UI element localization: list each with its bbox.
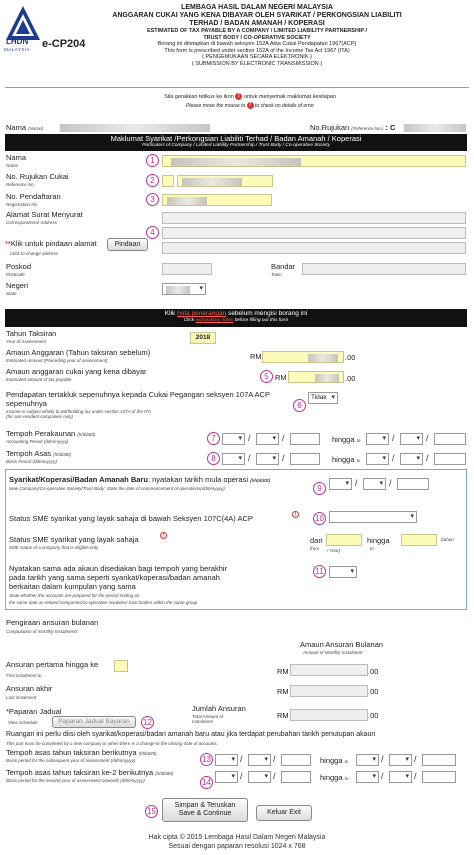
town-label-en: Town — [271, 272, 282, 277]
notice-text-1b: untuk menyemak maklumat kesilapan — [243, 93, 336, 100]
marker-2: 2 — [146, 174, 159, 187]
prev-amount-input[interactable] — [262, 351, 344, 363]
new-company-en: New Company/Co-operative Society/Trust Body: State the date of commencement of operations(ddmmyyyy) — [9, 486, 225, 491]
basis-period-label: Tempoh Asas — [6, 449, 52, 458]
notes-text-pre: Klik — [164, 310, 176, 317]
group-basis-select[interactable] — [329, 566, 357, 578]
save-continue-button[interactable] — [162, 798, 248, 822]
ya-label-en: Year of Assessment — [6, 339, 46, 344]
top-name-en: (Name) — [28, 126, 44, 131]
acct-start-day[interactable] — [222, 433, 245, 445]
total-dec: .00 — [368, 711, 379, 720]
next-start-month[interactable] — [248, 754, 271, 766]
last-instalment-amount[interactable] — [290, 685, 368, 697]
registration-label: No. Pendaftaran — [6, 192, 61, 201]
footer-resolution: Sesuai dengan paparan resolusi 1024 x 768 — [168, 843, 306, 850]
tax-ref-label-en: Reference No — [6, 182, 34, 187]
footer-copyright: Hak cipta © 2015 Lembaga Hasil Dalam Negeri Malaysia — [148, 834, 326, 841]
address-line-2[interactable] — [162, 227, 466, 239]
ya-input[interactable]: 2018 — [190, 332, 216, 344]
postcode-label-en: Postcode — [6, 272, 25, 277]
group-basis-en-2: the same date as related companies/co-operative societies/ trust bodies within the same group — [9, 600, 198, 605]
withholding-label-en-1: Income is subject wholly to withholding tax under section 107A of the ITA — [6, 409, 151, 414]
marker-5: 5 — [260, 370, 273, 383]
marker-9: 9 — [313, 482, 326, 495]
next-start-day[interactable] — [215, 754, 238, 766]
registration-input[interactable] — [162, 194, 272, 206]
group-basis-label-1: Nyatakan sama ada akaun disediakan bagi tempoh yang berakhir — [9, 564, 228, 573]
header-line-2: ANGGARAN CUKAI YANG KENA DIBAYAR OLEH SYARIKAT / PERKONGSIAN LIABILITI — [112, 12, 402, 19]
basis-end-month[interactable] — [400, 453, 423, 465]
marker-14: 14 — [200, 776, 213, 789]
ya-label: Tahun Taksiran — [6, 329, 57, 338]
marker-12: 12 — [141, 716, 154, 729]
acct-end-day[interactable] — [366, 433, 389, 445]
instalment-col-label: Amaun Ansuran Bulanan — [300, 640, 383, 649]
address-line-3[interactable] — [162, 242, 466, 254]
exit-button[interactable]: Keluar Exit — [256, 805, 312, 821]
change-note: Ruangan ini perlu diisi oleh syarikat/koperasi/badan amanah baru atau jika terdapat perubahan tarikh penutupan akaun — [6, 731, 376, 738]
withholding-label-en-2: (for non-resident companies only) — [6, 414, 74, 419]
first-rm: RM — [277, 667, 289, 676]
acct-period-en: Accounting Period (ddmmyyyy) — [6, 439, 69, 444]
tax-payable-label: Amaun anggaran cukai yang kena dibayar — [6, 367, 147, 376]
registration-label-en: Registration No — [6, 202, 38, 207]
prev-amount-label: Amaun Anggaran (Tahun taksiran sebelum) — [6, 348, 151, 357]
marker-11: 11 — [313, 565, 326, 578]
state-label-en: State — [6, 291, 17, 296]
notes-en-pre: Click — [183, 318, 195, 323]
new-start-day[interactable] — [329, 478, 352, 490]
next-basis-hint: (hhbbtttt) — [138, 751, 157, 756]
top-ref-value: : C — [385, 123, 396, 132]
state-select[interactable] — [162, 283, 206, 295]
basis-period-hint: (hhbbtttt) — [53, 452, 72, 457]
next-start-year[interactable] — [281, 754, 311, 766]
prev-amount-label-en: Estimated Amount (Preceding year of assessment) — [6, 358, 108, 363]
name-label-en: Name — [6, 163, 19, 168]
header-line-4: ESTIMATED OF TAX PAYABLE BY A COMPANY / LIMITED LIABILITY PARTNERSHIP / — [146, 28, 368, 34]
sme-eligible-error-icon[interactable]: ! — [160, 532, 167, 539]
new-start-year[interactable] — [397, 478, 429, 490]
next-basis-en: Basis period for the subsequent year of assessment (ddmmyyyy) — [6, 758, 136, 763]
second-end-day[interactable] — [356, 771, 379, 783]
top-ref-en: (Reference No.) — [351, 126, 384, 131]
new-company-hint: (hhbbtttt) — [250, 478, 271, 483]
acct-start-month[interactable] — [256, 433, 279, 445]
sme-to-en: to — [370, 546, 374, 551]
top-ref-label: No.Rujukan — [310, 123, 350, 132]
second-to: to — [344, 776, 349, 781]
notes-en-post: before filling out this form — [234, 318, 289, 323]
second-start-day[interactable] — [215, 771, 238, 783]
last-rm: RM — [277, 687, 289, 696]
marker-3: 3 — [146, 193, 159, 206]
header-line-8: ( PENGEMUKAAN SECARA ELEKTRONIK ) — [202, 54, 312, 60]
explanatory-notes-link[interactable]: nota penerangan — [177, 310, 227, 317]
error-icon: ! — [247, 102, 254, 109]
sme-eligible-en: SME status of a company that is eligible only — [9, 545, 99, 550]
notice-text-1: Sila gerakkan tetikus ke ikon — [164, 93, 234, 100]
town-label: Bandar — [271, 262, 296, 271]
basis-hingga: hingga — [332, 455, 355, 464]
next-basis-label: Tempoh asas tahun taksiran berikutnya — [6, 748, 137, 757]
sme-to-input[interactable] — [401, 534, 437, 546]
basis-start-day[interactable] — [222, 453, 245, 465]
last-instalment-label: Ansuran akhir — [6, 684, 53, 693]
tax-payable-dec: .00 — [345, 374, 356, 383]
marker-10: 10 — [313, 512, 326, 525]
sme-status-select[interactable] — [329, 511, 417, 523]
second-hingga: hingga — [320, 773, 343, 782]
withholding-label-2: sepenuhnya — [6, 399, 47, 408]
save-label-en: Save & Continue — [178, 810, 232, 817]
acct-period-label: Tempoh Perakaunan — [6, 429, 76, 438]
section-title: Maklumat Syarikat /Perkongsian Liabiliti Terhad / Badan Amanah / Koperasi — [110, 134, 362, 143]
top-name-value — [60, 124, 210, 132]
new-start-month[interactable] — [363, 478, 386, 490]
second-start-month[interactable] — [248, 771, 271, 783]
basis-period-en: Basis Period (ddmmyyyy) — [6, 459, 58, 464]
state-label: Negeri — [6, 281, 29, 290]
change-address-button[interactable]: Pindaan — [107, 238, 148, 251]
marker-13: 13 — [200, 753, 213, 766]
postcode-input[interactable] — [162, 263, 212, 275]
group-basis-label-3: berkaitan dalam kumpulan yang sama — [9, 582, 136, 591]
logo-subtext: MALAYSIA — [4, 47, 31, 52]
sme-from-en: from — [310, 546, 319, 551]
total-instalment-label: Jumlah Ansuran — [192, 704, 246, 713]
sme-year-label: (tahun — [441, 537, 454, 542]
section-title-bar — [5, 134, 467, 151]
first-instalment-label: Ansuran pertama hingga ke — [6, 660, 99, 669]
schedule-label: *Paparan Jadual — [6, 707, 62, 716]
instalment-title: Pengiraan ansuran bulanan — [6, 618, 99, 627]
postcode-label: Poskod — [6, 262, 32, 271]
section-title-en: Particulars of Company / Limited Liability Partnership / Trust Body / Co-operative Society — [142, 143, 330, 148]
new-company-label: Syarikat/Koperasi/Badan Amanah Baru — [9, 475, 148, 484]
acct-end-month[interactable] — [400, 433, 423, 445]
first-dec: .00 — [368, 667, 379, 676]
acct-end-year[interactable] — [434, 433, 466, 445]
basis-start-year[interactable] — [290, 453, 320, 465]
top-name-label: Nama — [6, 123, 27, 132]
address-label: Alamat Surat Menyurat — [6, 210, 83, 219]
explanatory-notes-link-en[interactable]: explanatory notes — [195, 318, 234, 323]
address-line-1[interactable] — [162, 212, 466, 224]
tax-payable-rm: RM — [275, 373, 287, 382]
header-line-9: ( SUBMISSION BY ELECTRONIC TRANSMISSION ) — [191, 60, 323, 67]
basis-start-month[interactable] — [256, 453, 279, 465]
prev-amount-rm: RM — [250, 352, 262, 361]
next-end-year[interactable] — [422, 754, 456, 766]
notes-text-post: sebelum mengisi borang ini — [228, 310, 308, 317]
group-basis-label-2: pada tarikh yang sama seperti syarikat/koperasi/badan amanah — [9, 573, 220, 582]
tax-ref-input[interactable] — [177, 175, 273, 187]
save-label: Simpan & Teruskan — [174, 802, 236, 809]
acct-hingga: hingga — [332, 435, 355, 444]
next-hingga: hingga — [320, 756, 343, 765]
next-end-day[interactable] — [356, 754, 379, 766]
header-line-6: Borang ini ditetapkan di bawah seksyen 152A Akta Cukai Pendapatan 1967(ACP) — [157, 41, 357, 47]
instalment-col-label-en: Amount of Monthly Instalment — [303, 650, 363, 655]
tax-ref-label: No. Rujukan Cukai — [6, 172, 69, 181]
new-company-label-2: : nyatakan tarikh mula operasi — [147, 475, 248, 484]
second-basis-hint: (hhbbtttt) — [155, 771, 174, 776]
header-line-3: TERHAD / BADAN AMANAH / KOPERASI — [189, 20, 325, 27]
sme-from-input[interactable] — [326, 534, 362, 546]
second-basis-en: Basis period for the second year of assessment onwards (ddmmyyyy) — [6, 778, 145, 783]
sme-to-label: hingga — [367, 536, 390, 545]
acct-period-hint: (hhbbtttt) — [77, 432, 96, 437]
first-instalment-month-input[interactable] — [114, 660, 128, 672]
basis-to: to — [356, 458, 361, 463]
marker-1: 1 — [146, 154, 159, 167]
town-input[interactable] — [302, 263, 466, 275]
change-address-label-en: Click to change address — [10, 251, 59, 256]
withholding-select[interactable]: Tidak ▾ — [308, 392, 338, 404]
group-basis-en-1: State whether the accounts are prepared for the period ending on — [9, 593, 140, 598]
total-instalment-en: Total Amount of Instalment — [192, 714, 224, 724]
tax-ref-prefix-input[interactable] — [162, 175, 174, 187]
marker-7: 7 — [207, 432, 220, 445]
second-end-month[interactable] — [389, 771, 412, 783]
error-icon: ! — [235, 93, 242, 100]
next-to: to — [344, 759, 349, 764]
header-line-7: This form is prescribed under section 152A of the Income Tax Act 1967 (ITA) — [164, 47, 350, 54]
first-instalment-en: First instalment to — [6, 673, 42, 678]
acct-start-year[interactable] — [290, 433, 320, 445]
marker-4: 4 — [146, 226, 159, 239]
second-basis-label: Tempoh asas tahun taksiran ke-2 berikutnya — [6, 768, 154, 777]
change-note-en: This part must be completed by a new company or when there is a change to the closing date of accounts. — [6, 741, 218, 746]
tax-payable-input[interactable] — [288, 371, 344, 383]
basis-end-day[interactable] — [366, 453, 389, 465]
next-end-month[interactable] — [389, 754, 412, 766]
notes-bar — [5, 309, 467, 327]
logo-text: LHDN — [6, 37, 29, 46]
prev-amount-dec: .00 — [345, 353, 356, 362]
acct-to: to — [356, 438, 361, 443]
marker-6: 6 — [293, 399, 306, 412]
marker-15: 15 — [145, 805, 158, 818]
total-rm: RM — [277, 711, 289, 720]
withholding-label: Pendapatan tertakluk sepenuhnya kepada Cukai Pegangan seksyen 107A ACP — [6, 390, 270, 399]
sme-year-label-en: / Year) — [327, 548, 341, 553]
address-label-en: Correspondence Address — [6, 220, 57, 225]
sme-status-label: Status SME syarikat yang layak sahaja di bawah Seksyen 107C(4A) ACP — [9, 514, 253, 523]
first-instalment-amount[interactable] — [290, 664, 368, 676]
schedule-label-en: View Schedule — [8, 720, 38, 725]
second-end-year[interactable] — [422, 771, 456, 783]
sme-eligible-label: Status SME syarikat yang layak sahaja — [9, 535, 139, 544]
notice-text-2: Please move the mouse to — [186, 102, 246, 109]
second-start-year[interactable] — [281, 771, 311, 783]
notice-text-2b: to check on details of error — [255, 102, 314, 109]
change-address-label: *Klik untuk pindaan alamat — [7, 239, 97, 248]
last-instalment-en: Last instalment — [6, 695, 37, 700]
name-input[interactable] — [162, 155, 466, 167]
marker-8: 8 — [207, 452, 220, 465]
last-dec: .00 — [368, 687, 379, 696]
view-schedule-button[interactable]: Paparan Jadual Bayaran — [52, 716, 136, 728]
basis-end-year[interactable] — [434, 453, 466, 465]
sme-from-label: dari — [310, 536, 323, 545]
header-line-5: TRUST BODY / CO-OPERATIVE SOCIETY — [203, 34, 311, 41]
sme-error-icon[interactable]: ! — [292, 511, 299, 518]
instalment-title-en: Computation of monthly Instalments — [6, 629, 78, 634]
tax-payable-label-en: Estimated amount of tax payable — [6, 377, 72, 382]
name-label: Nama — [6, 153, 27, 162]
top-ref-mask — [404, 124, 466, 132]
header-line-1: LEMBAGA HASIL DALAM NEGERI MALAYSIA — [181, 4, 333, 11]
form-code: e-CP204 — [42, 38, 86, 50]
total-instalment-amount[interactable] — [290, 709, 368, 721]
